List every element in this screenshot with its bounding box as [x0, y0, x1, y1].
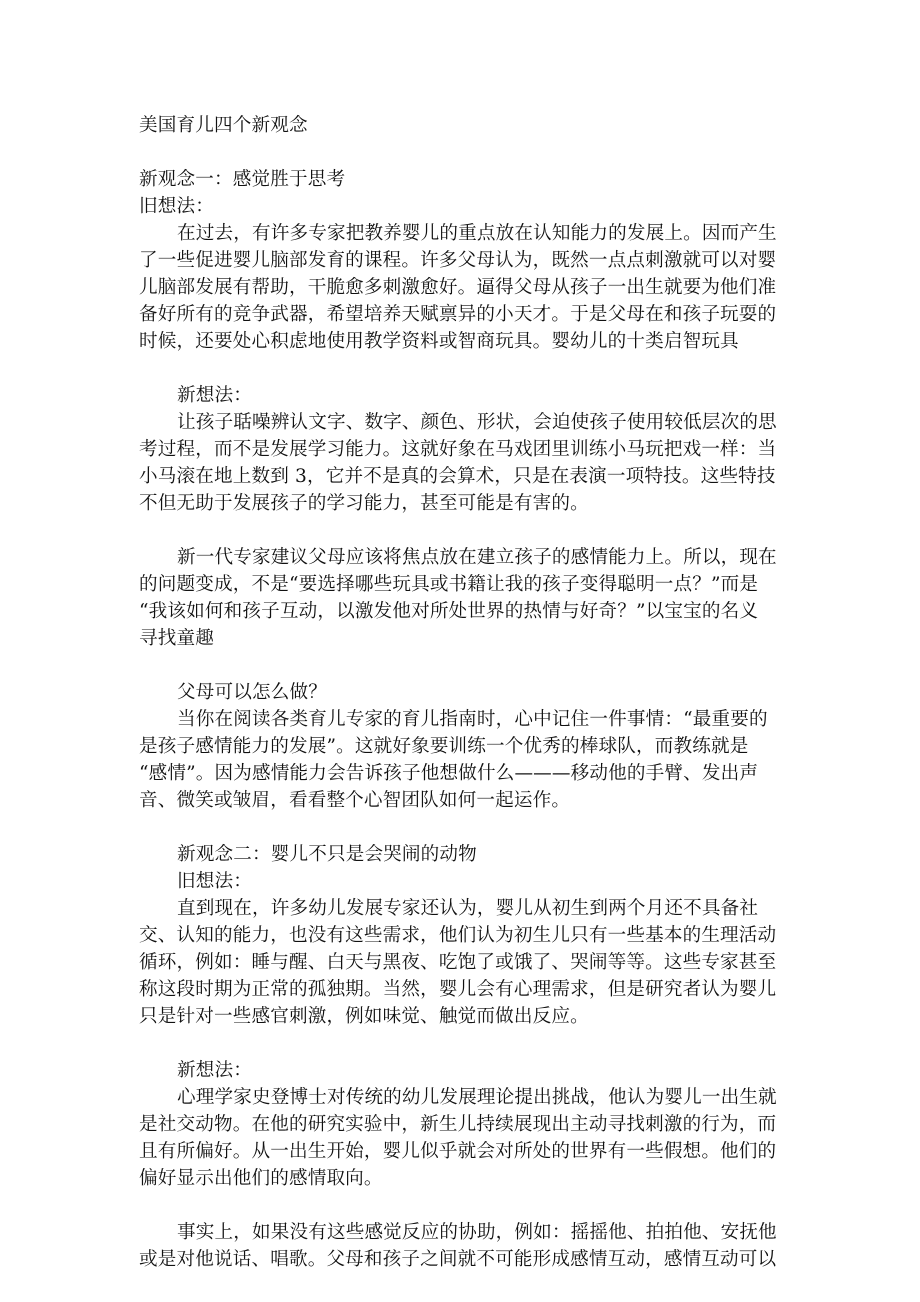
concept1-new-label: 新想法：	[177, 385, 252, 406]
paragraph-line: 且有所偏好。从一出生开始，婴儿似乎就会对所处的世界有一些假想。他们的	[139, 1141, 777, 1162]
document-body	[139, 112, 779, 1273]
paragraph-line: 的问题变成，不是“要选择哪些玩具或书籍让我的孩子变得聪明一点？”而是	[139, 574, 759, 595]
spacer	[139, 1030, 779, 1057]
spacer	[139, 139, 779, 166]
concept1-parents-paragraph	[139, 706, 779, 814]
spacer	[139, 355, 779, 382]
concept1-new-paragraph-1	[139, 409, 779, 517]
spacer	[139, 1192, 779, 1219]
concept1-new-paragraph-2	[139, 544, 779, 652]
concept1-parents-label: 父母可以怎么做？	[177, 682, 327, 703]
spacer	[139, 814, 779, 841]
concept2-heading: 新观念二：婴儿不只是会哭闹的动物	[177, 844, 477, 865]
paragraph-line: 称这段时期为正常的孤独期。当然，婴儿会有心理需求，但是研究者认为婴儿	[139, 979, 777, 1000]
concept1-old-label: 旧想法：	[139, 196, 214, 217]
paragraph-line: 当你在阅读各类育儿专家的育儿指南时，心中记住一件事情：“最重要的	[177, 709, 768, 730]
paragraph-line: 新一代专家建议父母应该将焦点放在建立孩子的感情能力上。所以，现在	[177, 547, 777, 568]
paragraph-line: 考过程，而不是发展学习能力。这就好象在马戏团里训练小马玩把戏一样：当	[139, 439, 777, 460]
paragraph-line: 了一些促进婴儿脑部发育的课程。许多父母认为，既然一点点刺激就可以对婴	[139, 250, 777, 271]
paragraph-line: 不但无助于发展孩子的学习能力，甚至可能是有害的。	[139, 493, 589, 514]
paragraph-line: 寻找童趣	[139, 628, 214, 649]
concept2-new-paragraph-2	[139, 1219, 779, 1273]
concept1-heading: 新观念一：感觉胜于思考	[139, 169, 346, 190]
paragraph-line: 交、认知的能力，也没有这些需求，他们认为初生儿只有一些基本的生理活动	[139, 925, 777, 946]
concept2-new-paragraph-1	[139, 1084, 779, 1192]
paragraph-line: 音、微笑或皱眉，看看整个心智团队如何一起运作。	[139, 790, 571, 811]
paragraph-line: “感情”。因为感情能力会告诉孩子他想做什么———移动他的手臂、发出声	[139, 763, 759, 784]
paragraph-line: 事实上，如果没有这些感觉反应的协助，例如：摇摇他、拍拍他、安抚他	[177, 1222, 777, 1243]
paragraph-line: 备好所有的竞争武器，希望培养天赋禀异的小天才。于是父母在和孩子玩耍的	[139, 304, 777, 325]
concept2-new-label: 新想法：	[177, 1060, 252, 1081]
paragraph-line: 是孩子感情能力的发展”。这就好象要训练一个优秀的棒球队，而教练就是	[139, 736, 749, 757]
document-title: 美国育儿四个新观念	[139, 115, 308, 136]
paragraph-line: 在过去，有许多专家把教养婴儿的重点放在认知能力的发展上。因而产生	[177, 223, 777, 244]
paragraph-line: 偏好显示出他们的感情取向。	[139, 1168, 383, 1189]
paragraph-line: 儿脑部发展有帮助，干脆愈多刺激愈好。逼得父母从孩子一出生就要为他们准	[139, 277, 777, 298]
paragraph-line: 或是对他说话、唱歌。父母和孩子之间就不可能形成感情互动，感情互动可以	[139, 1249, 777, 1270]
paragraph-line: 让孩子聒噪辨认文字、数字、颜色、形状，会迫使孩子使用较低层次的思	[177, 412, 777, 433]
paragraph-line: “我该如何和孩子互动，以激发他对所处世界的热情与好奇？”以宝宝的名义	[139, 601, 759, 622]
paragraph-line: 心理学家史登博士对传统的幼儿发展理论提出挑战，他认为婴儿一出生就	[177, 1087, 777, 1108]
paragraph-line: 小马滚在地上数到 3，它并不是真的会算术，只是在表演一项特技。这些特技	[139, 466, 776, 487]
paragraph-line: 循环，例如：睡与醒、白天与黑夜、吃饱了或饿了、哭闹等等。这些专家甚至	[139, 952, 777, 973]
paragraph-line: 只是针对一些感官刺激，例如味觉、触觉而做出反应。	[139, 1006, 589, 1027]
paragraph-line: 直到现在，许多幼儿发展专家还认为，婴儿从初生到两个月还不具备社	[177, 898, 759, 919]
paragraph-line: 是社交动物。在他的研究实验中，新生儿持续展现出主动寻找刺激的行为，而	[139, 1114, 777, 1135]
concept1-old-paragraph	[139, 220, 779, 355]
concept2-old-label: 旧想法：	[177, 871, 252, 892]
paragraph-line: 时候，还要处心积虑地使用教学资料或智商玩具。婴幼儿的十类启智玩具	[139, 331, 739, 352]
spacer	[139, 517, 779, 544]
concept2-old-paragraph	[139, 895, 779, 1030]
spacer	[139, 652, 779, 679]
